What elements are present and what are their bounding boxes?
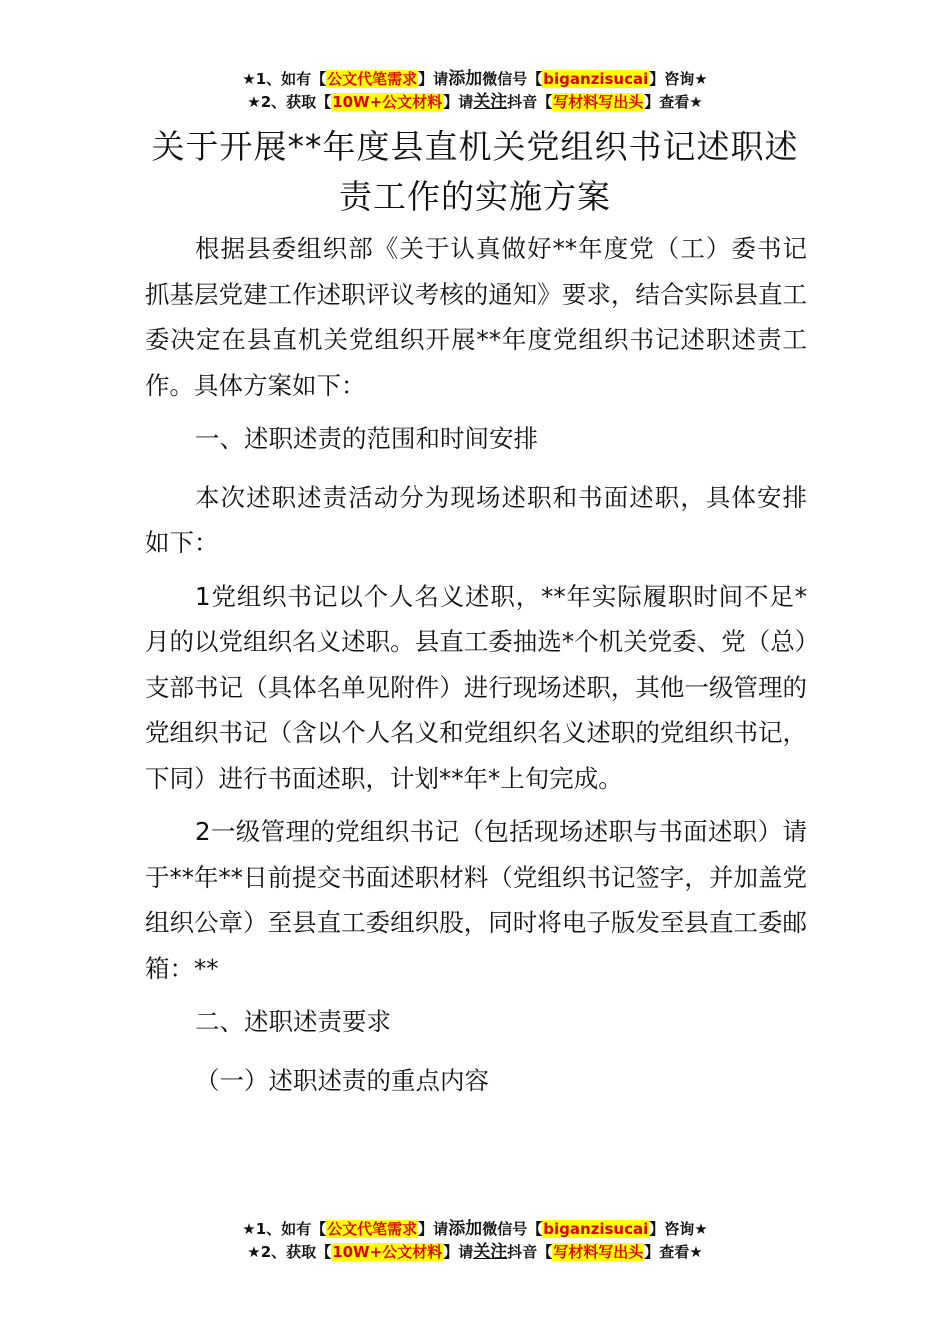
- paragraph-intro: 根据县委组织部《关于认真做好**年度党（工）委书记抓基层党建工作述职评议考核的通知》要求，结合实际县直工委决定在县直机关党组织开展**年度党组织书记述职述责工作。具体方案如下：: [145, 234, 807, 400]
- banner-line-1: ★1、如有【公文代笔需求】请添加微信号【biganzisucai】咨询★: [242, 1219, 708, 1239]
- document-title: 关于开展**年度县直机关党组织书记述职述责工作的实施方案: [151, 127, 799, 216]
- paragraph-arrangement: 本次述职述责活动分为现场述职和书面述职，具体安排如下：: [145, 482, 807, 557]
- banner-highlight-service: 公文代笔需求: [327, 1220, 418, 1238]
- banner-highlight-douyin: 写材料写出头: [553, 1243, 644, 1261]
- banner-line-2: ★2、获取【10W+公文材料】请关注抖音【写材料写出头】查看★: [247, 1242, 703, 1262]
- banner-highlight-douyin: 写材料写出头: [553, 93, 644, 111]
- banner-highlight-materials: 10W+公文材料: [332, 93, 443, 111]
- document-body: [145, 226, 807, 1111]
- paragraph-item-1: 1党组织书记以个人名义述职，**年实际履职时间不足*月的以党组织名义述职。县直工委抽选*个机关党委、党（总）支部书记（具体名单见附件）进行现场述职，其他一级管理的党组织书记（含以个人名义和党组织名义述职的党组织书记，下同）进行书面述职，计划**年*上旬完成。: [145, 581, 807, 793]
- paragraph-item-2: 2一级管理的党组织书记（包括现场述职与书面述职）请于**年**日前提交书面述职材料（党组织书记签字，并加盖党组织公章）至县直工委组织股，同时将电子版发至县直工委邮箱：**: [145, 817, 807, 983]
- banner-highlight-wechat-id: biganzisucai: [543, 1220, 649, 1238]
- banner-line-2: ★2、获取【10W+公文材料】请关注抖音【写材料写出头】查看★: [247, 92, 703, 112]
- subsection-heading-1: （一）述职述责的重点内容: [195, 1065, 489, 1095]
- promo-banner-top: [0, 68, 950, 114]
- banner-line-1: ★1、如有【公文代笔需求】请添加微信号【biganzisucai】咨询★: [242, 69, 708, 89]
- banner-highlight-service: 公文代笔需求: [327, 70, 418, 88]
- banner-highlight-materials: 10W+公文材料: [332, 1243, 443, 1261]
- section-heading-2: 二、述职述责要求: [195, 1007, 391, 1036]
- promo-banner-bottom: [0, 1218, 950, 1264]
- banner-highlight-wechat-id: biganzisucai: [543, 70, 649, 88]
- section-heading-1: 一、述职述责的范围和时间安排: [195, 424, 538, 453]
